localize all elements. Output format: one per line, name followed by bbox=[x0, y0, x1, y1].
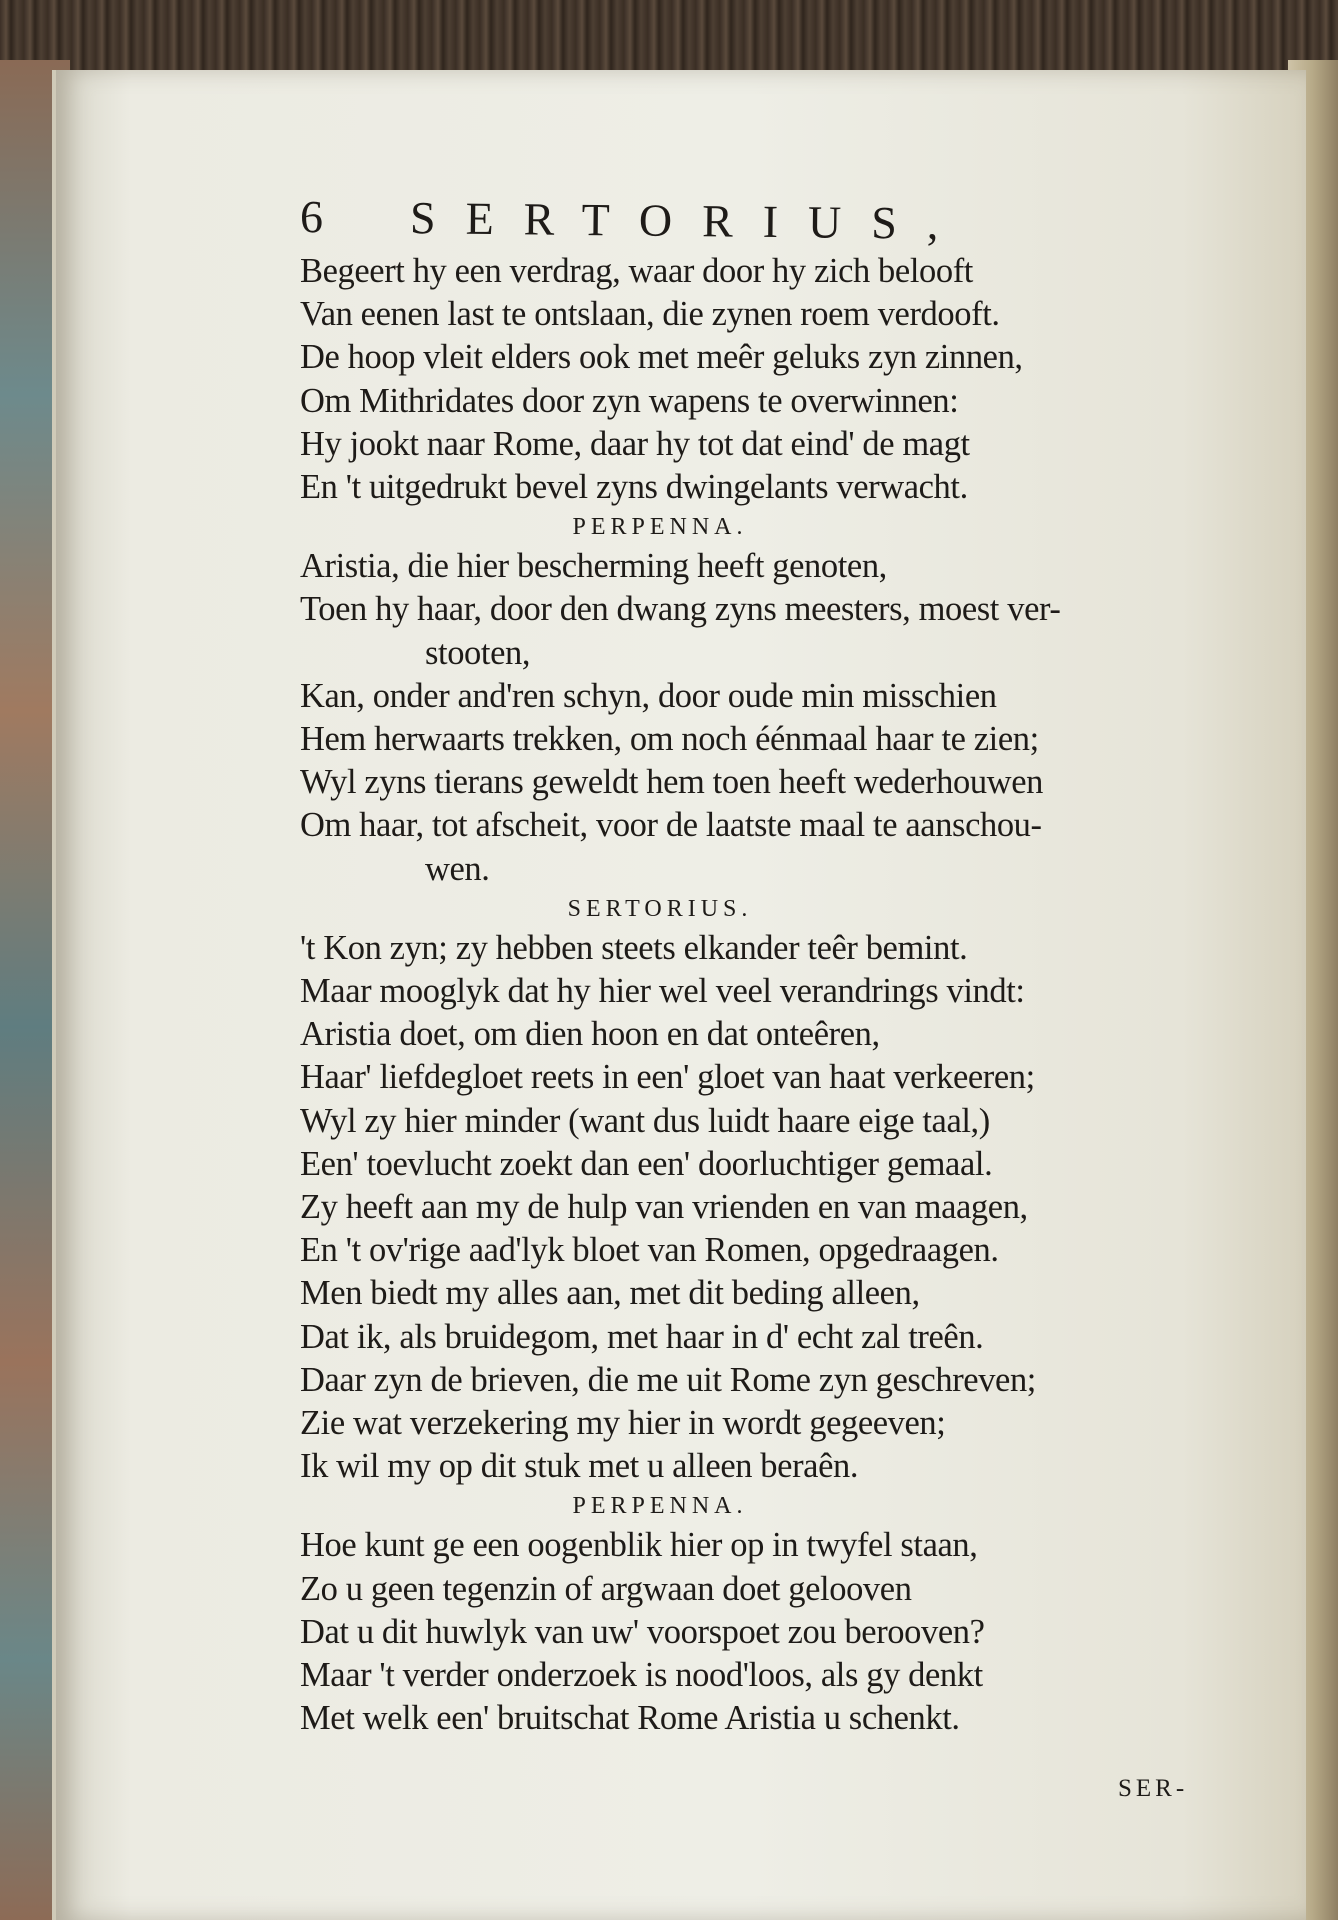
verse-line: De hoop vleit elders ook met meêr geluks zyn zinnen, bbox=[300, 338, 1023, 377]
speaker-name: SERTORIUS. bbox=[567, 895, 753, 922]
verse-line: Maar 't verder onderzoek is nood'loos, als gy denkt bbox=[300, 1656, 983, 1695]
verse-line: Om Mithridates door zyn wapens te overwinnen: bbox=[300, 381, 959, 420]
page-text-block bbox=[300, 190, 1260, 1741]
verse-line: Haar' liefdegloet reets in een' gloet van haat verkeeren; bbox=[300, 1058, 1035, 1097]
verse-line: Hy jookt naar Rome, daar hy tot dat eind' de magt bbox=[300, 424, 970, 463]
verse-line: Van eenen last te ontslaan, die zynen roem verdooft. bbox=[300, 295, 1000, 334]
verse-line: Wyl zy hier minder (want dus luidt haare eige taal,) bbox=[300, 1101, 990, 1140]
verse-line: Begeert hy een verdrag, waar door hy zich belooft bbox=[300, 252, 973, 290]
verse-line: Daar zyn de brieven, die me uit Rome zyn geschreven; bbox=[300, 1360, 1036, 1399]
verse-line: Kan, onder and'ren schyn, door oude min misschien bbox=[300, 676, 997, 715]
verse-line: 't Kon zyn; zy hebben steets elkander teêr bemint. bbox=[300, 928, 968, 967]
verse-line: Dat ik, als bruidegom, met haar in d' echt zal treên. bbox=[300, 1317, 984, 1356]
running-header bbox=[300, 190, 1261, 260]
verse-line: En 't ov'rige aad'lyk bloet van Romen, opgedraagen. bbox=[300, 1231, 999, 1270]
verse-lines bbox=[300, 250, 1260, 1741]
catchword: SER- bbox=[1118, 1775, 1189, 1802]
speaker-name: PERPENNA. bbox=[572, 514, 748, 541]
page-number: 6 bbox=[299, 191, 324, 243]
verse-line: Maar mooglyk dat hy hier wel veel verandrings vindt: bbox=[300, 972, 1025, 1011]
verse-turnover: wen. bbox=[425, 849, 490, 888]
verse-line: En 't uitgedrukt bevel zyns dwingelants verwacht. bbox=[300, 468, 968, 507]
verse-line: Zy heeft aan my de hulp van vrienden en van maagen, bbox=[300, 1188, 1028, 1227]
verse-line: Ik wil my op dit stuk met u alleen beraên. bbox=[300, 1447, 859, 1486]
verse-line: Een' toevlucht zoekt dan een' doorluchtiger gemaal. bbox=[300, 1144, 993, 1183]
verse-line: Met welk een' bruitschat Rome Aristia u schenkt. bbox=[300, 1699, 960, 1738]
verse-turnover: stooten, bbox=[425, 633, 531, 672]
verse-line: Toen hy haar, door den dwang zyns meesters, moest ver- bbox=[300, 590, 1061, 629]
verse-line: Hem herwaarts trekken, om noch éénmaal haar te zien; bbox=[300, 720, 1039, 759]
verse-line: Zo u geen tegenzin of argwaan doet gelooven bbox=[300, 1569, 912, 1608]
verse-line: Aristia, die hier bescherming heeft genoten, bbox=[300, 547, 887, 586]
verse-line: Om haar, tot afscheit, voor de laatste maal te aanschou- bbox=[300, 806, 1042, 845]
verse-line: Zie wat verzekering my hier in wordt gegeeven; bbox=[300, 1404, 946, 1443]
verse-line: Hoe kunt ge een oogenblik hier op in twyfel staan, bbox=[300, 1526, 978, 1565]
verse-line: Aristia doet, om dien hoon en dat onteêren, bbox=[300, 1015, 880, 1054]
running-title: SERTORIUS, bbox=[409, 192, 969, 249]
speaker-name: PERPENNA. bbox=[572, 1493, 748, 1520]
verse-line: Men biedt my alles aan, met dit beding alleen, bbox=[300, 1274, 920, 1313]
verse-line: Dat u dit huwlyk van uw' voorspoet zou berooven? bbox=[300, 1612, 985, 1651]
verse-line: Wyl zyns tierans geweldt hem toen heeft wederhouwen bbox=[300, 763, 1043, 802]
